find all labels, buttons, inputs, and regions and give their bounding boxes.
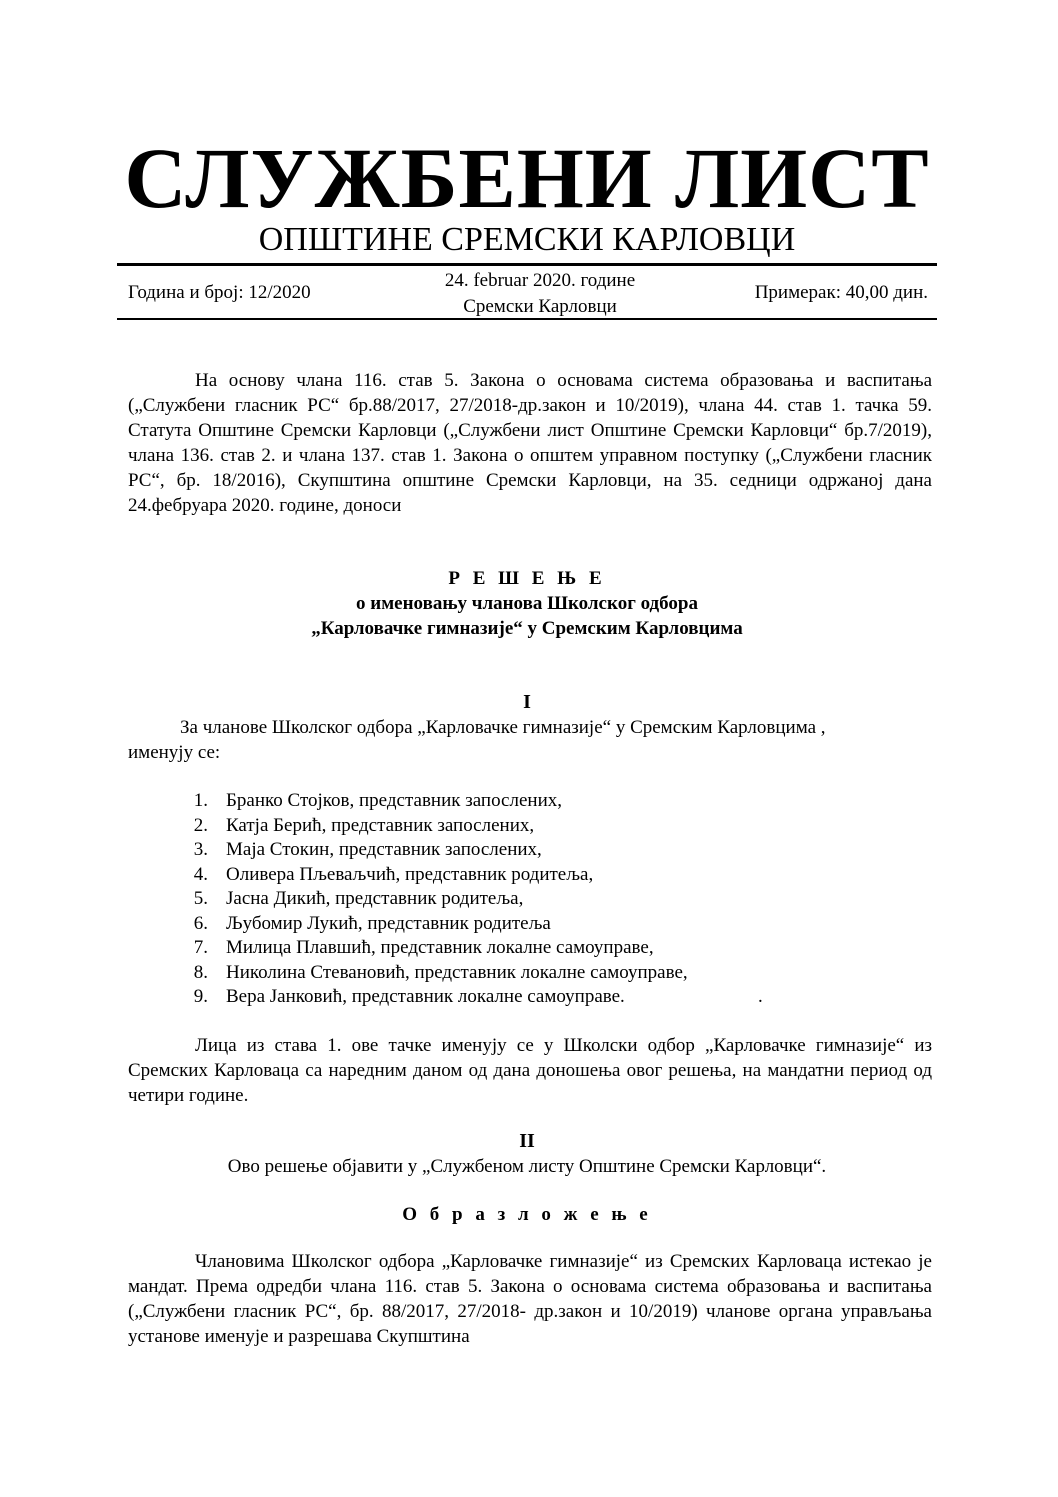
list-item-text: Бранко Стојков, представник запослених, xyxy=(226,790,562,811)
section1-intro-line1: За чланове Школског одбора „Карловачке гимназије“ у Сремским Карловцима , xyxy=(180,717,826,738)
preamble-paragraph: На основу члана 116. став 5. Закона о основама система образовања и васпитања („Службени гласник РС“ бр.88/2017, 27/2018-др.закон и 10/2019), члана 44. став 1. тачка 59. Статута Општине Сремски Карловци („Службени лист Општине Сремски Карловци“ бр.7/2019), члана 136. став 2. и члана 137. став 1. Закона о општем управном поступку („Службени гласник РС“, бр. 18/2016), Скупштина општине Сремски Карловци, на 35. седници одржаној дана 24.фебруара 2020. године, доноси xyxy=(128,370,932,516)
masthead-divider-top xyxy=(117,263,937,266)
list-item-number: 9. xyxy=(193,986,208,1007)
issue-date-place xyxy=(400,268,680,320)
section-numeral-2: II xyxy=(519,1130,535,1152)
list-item-number: 4. xyxy=(193,863,208,885)
list-item-text: Катја Берић, представник запослених, xyxy=(226,814,535,836)
list-item-number: 1. xyxy=(193,790,208,811)
list-item-text: Љубомир Лукић, представник родитеља xyxy=(226,912,551,934)
issue-price: Примерак: 40,00 дин. xyxy=(754,282,928,303)
decision-subtitle-line1: о именовању чланова Школског одбора xyxy=(356,593,698,614)
appointment-term-paragraph: Лица из става 1. ове тачке именују се у Школски одбор „Карловачке гимназије“ из Сремских Карловаца са наредним даном од дана доношења овог решења, на мандатни период од четири године. xyxy=(128,1035,932,1106)
list-item-text: Николина Стевановић, представник локалне самоуправе, xyxy=(226,961,688,983)
list-item-number: 7. xyxy=(193,937,208,958)
decision-subtitle-line2: „Карловачке гимназије“ у Сремским Карловцима xyxy=(311,618,743,639)
section1-intro-line2: именују се: xyxy=(128,742,221,763)
list-item-number: 2. xyxy=(193,814,208,836)
reasoning-title: О б р а з л о ж е њ е xyxy=(402,1204,652,1225)
list-item-text: Вера Јанковић, представник локалне самоуправе. xyxy=(226,986,625,1007)
list-item-text: Оливера Пљеваљчић, представник родитеља, xyxy=(226,863,594,885)
list-item-number: 8. xyxy=(193,961,208,983)
stray-period: . xyxy=(758,986,763,1007)
publication-order: Ово решење објавити у „Службеном листу Општине Сремски Карловци“. xyxy=(227,1156,827,1177)
gazette-title: СЛУЖБЕНИ ЛИСТ xyxy=(124,130,930,226)
decision-title: Р Е Ш Е Њ Е xyxy=(448,568,606,589)
list-item-text: Јасна Дикић, представник родитеља, xyxy=(226,888,524,909)
list-item-text: Маја Стокин, представник запослених, xyxy=(226,839,542,860)
list-item-number: 5. xyxy=(193,888,208,909)
issue-number: Година и број: 12/2020 xyxy=(128,282,311,303)
list-item-text: Милица Плавшић, представник локалне самоуправе, xyxy=(226,937,654,958)
section-numeral-1: I xyxy=(523,691,531,713)
gazette-subtitle: ОПШТИНЕ СРЕМСКИ КАРЛОВЦИ xyxy=(258,221,796,258)
issue-date: 24. februar 2020. године xyxy=(444,270,636,291)
issue-place: Сремски Карловци xyxy=(463,296,617,317)
list-item-number: 3. xyxy=(193,839,208,860)
list-item-number: 6. xyxy=(193,912,208,934)
reasoning-paragraph: Члановима Школског одбора „Карловачке гимназије“ из Сремских Карловаца истекао је мандат. Према одредби члана 116. став 5. Закона о основама система образовања и васпитања („Службени гласник РС“, бр. 88/2017, 27/2018- др.закон и 10/2019) чланове органа управљања установе именује и разрешава Скупштина xyxy=(128,1251,932,1347)
masthead-divider-bottom xyxy=(117,318,937,320)
